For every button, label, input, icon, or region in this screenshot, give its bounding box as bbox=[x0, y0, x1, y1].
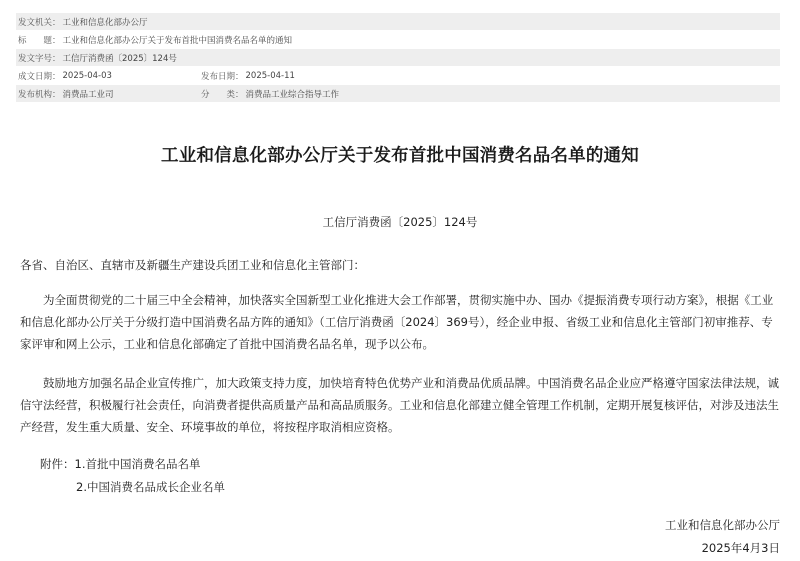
meta-row-title bbox=[16, 31, 780, 49]
meta-issuer-key: 发文机关： bbox=[18, 17, 61, 28]
meta-org-key: 发布机构： bbox=[18, 89, 61, 100]
meta-written-value: 2025-04-03 bbox=[62, 70, 112, 81]
meta-row-dates bbox=[16, 67, 780, 85]
attachment-2[interactable]: 2.中国消费名品成长企业名单 bbox=[76, 480, 225, 494]
meta-published-value: 2025-04-11 bbox=[245, 70, 295, 81]
signature-org: 工业和信息化部办公厅 bbox=[665, 518, 780, 532]
attachment-1[interactable]: 附件：1.首批中国消费名品名单 bbox=[40, 457, 201, 471]
meta-category-value: 消费品工业综合指导工作 bbox=[245, 89, 340, 100]
paragraph-1: 为全面贯彻党的二十届三中全会精神，加快落实全国新型工业化推进大会工作部署，贯彻实施中办、国办《提振消费专项行动方案》，根据《工业和信息化部办公厅关于分级打造中国消费名品方阵的通知》（工信厅消费函〔2024〕369号），经企业申报、省级工业和信息化主管部门初审推荐、专家评审和网上公示，工业和信息化部确定了首批中国消费名品名单，现予以公布。 bbox=[20, 293, 774, 351]
metadata-table bbox=[16, 13, 780, 103]
meta-published-key: 发布日期： bbox=[201, 71, 244, 82]
meta-row-docno bbox=[16, 49, 780, 67]
document-title: 工业和信息化部办公厅关于发布首批中国消费名品名单的通知 bbox=[161, 146, 639, 166]
meta-title-key: 标 题： bbox=[18, 35, 61, 46]
document-number: 工信厅消费函〔2025〕124号 bbox=[322, 215, 478, 229]
salutation: 各省、自治区、直辖市及新疆生产建设兵团工业和信息化主管部门： bbox=[20, 258, 365, 272]
meta-row-org bbox=[16, 85, 780, 103]
meta-title-value: 工业和信息化部办公厅关于发布首批中国消费名品名单的通知 bbox=[62, 35, 293, 46]
meta-docno-value: 工信厅消费函〔2025〕124号 bbox=[62, 53, 177, 64]
signature-date: 2025年4月3日 bbox=[701, 541, 780, 555]
paragraph-2: 鼓励地方加强名品企业宣传推广，加大政策支持力度，加快培育特色优势产业和消费品优质品牌。中国消费名品企业应严格遵守国家法律法规，诚信守法经营，积极履行社会责任，向消费者提供高质量产品和高品质服务。工业和信息化部建立健全管理工作机制，定期开展复核评估，对涉及违法生产经营，发生重大质量、安全、环境事故的单位，将按程序取消相应资格。 bbox=[20, 376, 779, 434]
meta-written-key: 成文日期： bbox=[18, 71, 61, 82]
meta-category-key: 分 类： bbox=[201, 89, 244, 100]
meta-docno-key: 发文字号： bbox=[18, 53, 61, 64]
meta-issuer-value: 工业和信息化部办公厅 bbox=[62, 17, 148, 28]
meta-org-value: 消费品工业司 bbox=[62, 89, 114, 100]
meta-row-issuer bbox=[16, 13, 780, 31]
